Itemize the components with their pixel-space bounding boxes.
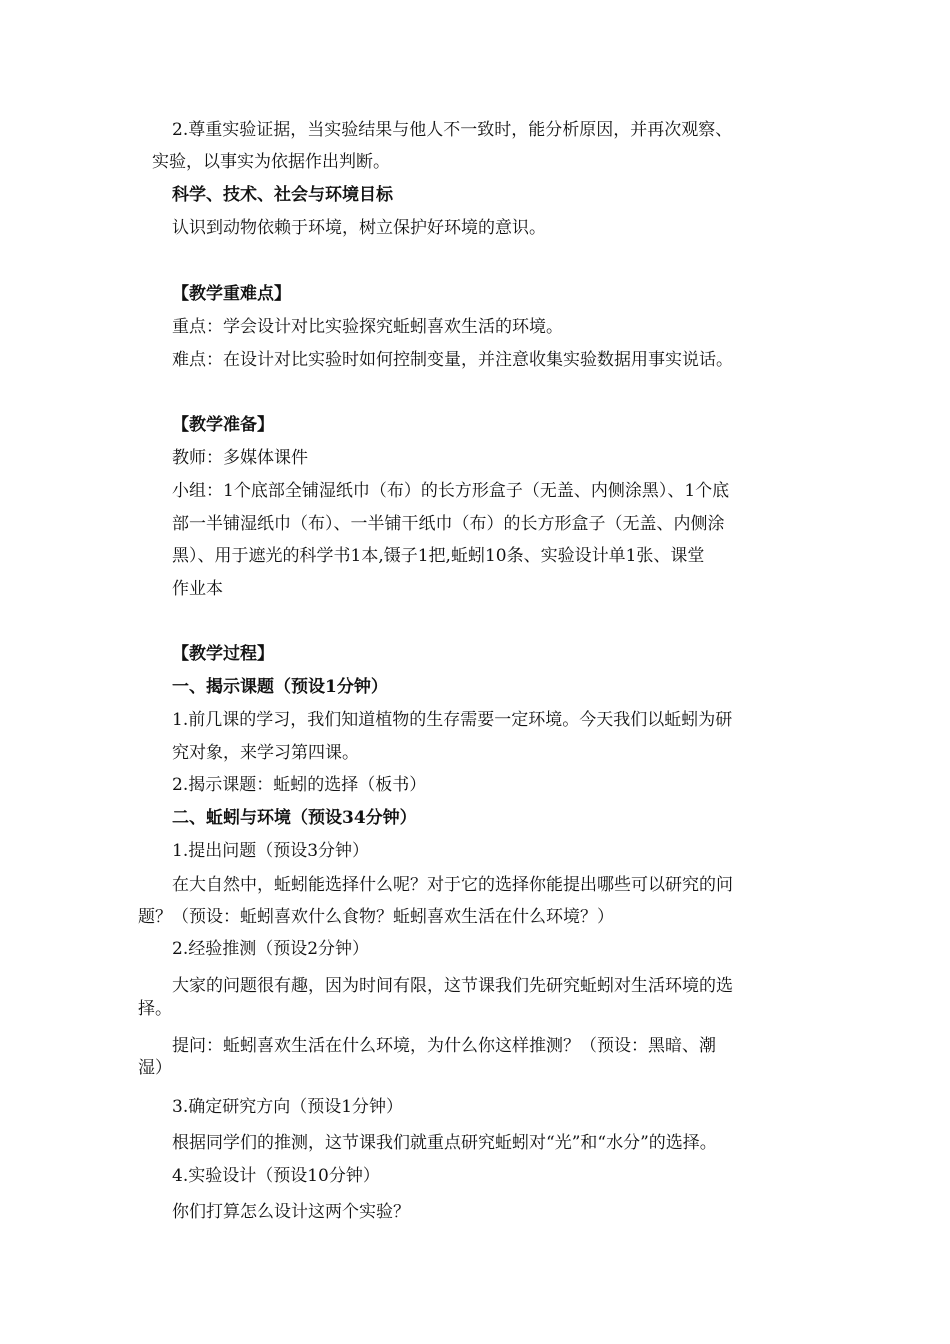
- text-line: 1.提出问题（预设3分钟）: [172, 841, 370, 861]
- text-line: 难点：在设计对比实验时如何控制变量，并注意收集实验数据用事实说话。: [172, 350, 733, 370]
- text-line: 择。: [138, 999, 172, 1019]
- text-line: 部一半铺湿纸巾（布）、一半铺干纸巾（布）的长方形盒子（无盖、内侧涂: [172, 514, 725, 534]
- text-line: 2.经验推测（预设2分钟）: [172, 939, 370, 959]
- text-line: 你们打算怎么设计这两个实验？: [172, 1202, 410, 1222]
- text-line: 重点：学会设计对比实验探究蚯蚓喜欢生活的环境。: [172, 317, 563, 337]
- section-heading: 一、揭示课题（预设1分钟）: [172, 677, 388, 697]
- text-line: 4.实验设计（预设10分钟）: [172, 1166, 380, 1186]
- text-line: 作业本: [172, 579, 223, 599]
- text-line: 湿）: [138, 1058, 172, 1078]
- text-line: 2.揭示课题：蚯蚓的选择（板书）: [172, 775, 427, 795]
- section-heading: 【教学过程】: [172, 644, 274, 664]
- section-heading: 【教学重难点】: [172, 284, 291, 304]
- text-line: 认识到动物依赖于环境，树立保护好环境的意识。: [172, 218, 546, 238]
- text-line: 小组：1个底部全铺湿纸巾（布）的长方形盒子（无盖、内侧涂黑）、1个底: [172, 481, 730, 501]
- text-line: 题？（预设：蚯蚓喜欢什么食物？蚯蚓喜欢生活在什么环境？）: [138, 907, 614, 927]
- text-line: 大家的问题很有趣，因为时间有限，这节课我们先研究蚯蚓对生活环境的选: [172, 976, 733, 996]
- text-line: 实验，以事实为依据作出判断。: [152, 152, 390, 172]
- text-line: 根据同学们的推测，这节课我们就重点研究蚯蚓对“光”和“水分”的选择。: [172, 1133, 717, 1153]
- section-heading: 【教学准备】: [172, 415, 274, 435]
- text-line: 在大自然中，蚯蚓能选择什么呢？对于它的选择你能提出哪些可以研究的问: [172, 875, 733, 895]
- text-line: 2.尊重实验证据，当实验结果与他人不一致时，能分析原因，并再次观察、: [172, 120, 733, 140]
- text-line: 教师：多媒体课件: [172, 448, 308, 468]
- text-line: 1.前几课的学习，我们知道植物的生存需要一定环境。今天我们以蚯蚓为研: [172, 710, 733, 730]
- text-line: 黑）、用于遮光的科学书1本,镊子1把,蚯蚓10条、实验设计单1张、课堂: [172, 546, 705, 566]
- section-heading: 科学、技术、社会与环境目标: [172, 185, 393, 205]
- text-line: 究对象，来学习第四课。: [172, 743, 359, 763]
- section-heading: 二、蚯蚓与环境（预设34分钟）: [172, 808, 417, 828]
- text-line: 提问：蚯蚓喜欢生活在什么环境，为什么你这样推测？（预设：黑暗、潮: [172, 1036, 716, 1056]
- text-line: 3.确定研究方向（预设1分钟）: [172, 1097, 404, 1117]
